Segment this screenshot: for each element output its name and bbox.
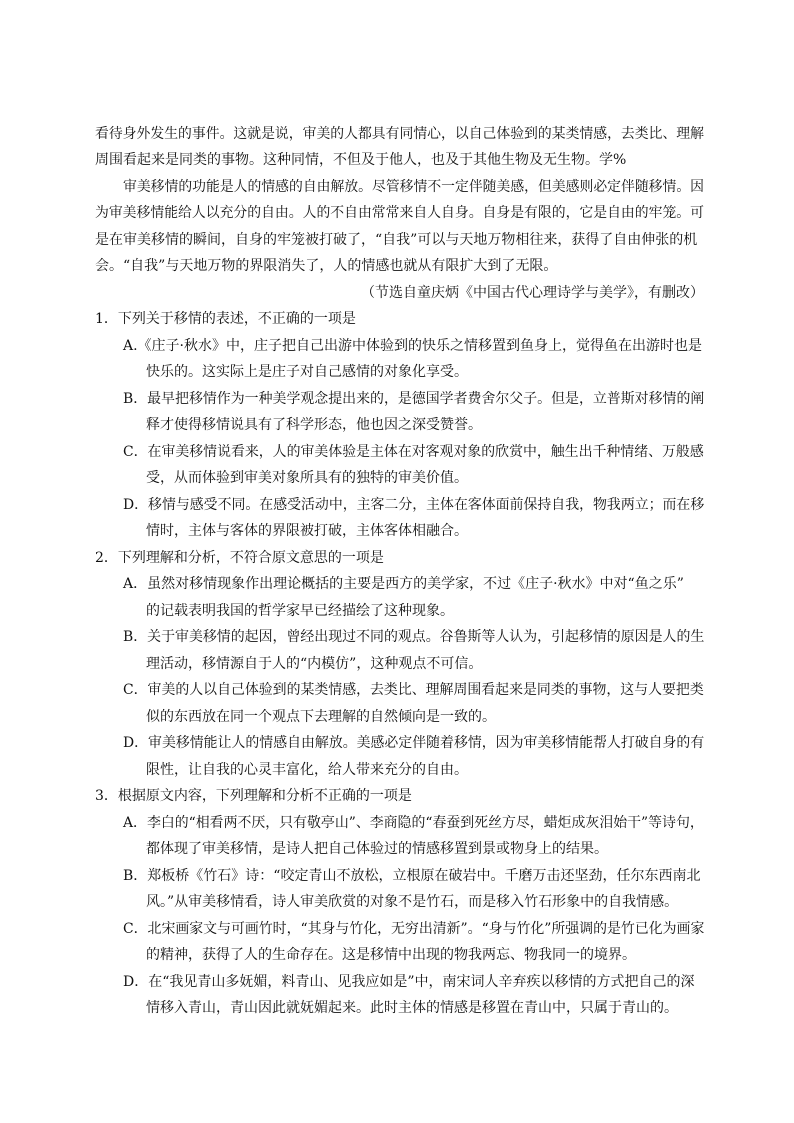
option-line: 的记载表明我国的哲学家早已经描绘了这种现象。 — [146, 603, 454, 619]
option-line: 快乐的。这实际上是庄子对自己感情的对象化享受。 — [146, 364, 468, 380]
option-line: B．郑板桥《竹石》诗：“咬定青山不放松，立根原在破岩中。千磨万击还坚劲，任尔东西南北 — [123, 868, 701, 884]
passage-line: 是在审美移情的瞬间，自身的牢笼被打破了，“自我”可以与天地万物相往来，获得了自由伸张的机 — [95, 232, 698, 248]
option-line: 限性，让自我的心灵丰富化，给人带来充分的自由。 — [146, 762, 468, 778]
question-stem: 3．根据原文内容，下列理解和分析不正确的一项是 — [95, 788, 412, 804]
option-line: 释才使得移情说具有了科学形态，他也因之深受赞誉。 — [146, 417, 482, 433]
passage-line: 为审美移情能给人以充分的自由。人的不自由常常来自人自身。自身是有限的，它是自由的牢笼。可 — [95, 205, 704, 221]
option-line: 情移入青山，青山因此就妩媚起来。此时主体的情感是移置在青山中，只属于青山的。 — [146, 1000, 678, 1016]
option-line: C．北宋画家文与可画竹时，“其身与竹化，无穷出清新”。“身与竹化”所强调的是竹已化为画家 — [123, 921, 705, 937]
option-line: 受，从而体验到审美对象所具有的独特的审美价值。 — [146, 470, 468, 486]
option-line: A.《庄子·秋水》中，庄子把自己出游中体验到的快乐之情移置到鱼身上，觉得鱼在出游时也是 — [123, 338, 703, 354]
option-line: C．审美的人以自己体验到的某类情感，去类比、理解周围看起来是同类的事物，这与人要把类 — [123, 682, 704, 698]
option-line: A．虽然对移情现象作出理论概括的主要是西方的美学家，不过《庄子·秋水》中对“鱼之乐” — [123, 576, 684, 592]
passage-line: 会。“自我”与天地万物的界限消失了，人的情感也就从有限扩大到了无限。 — [95, 258, 558, 274]
question-stem: 2．下列理解和分析，不符合原文意思的一项是 — [95, 550, 384, 566]
option-line: 似的东西放在同一个观点下去理解的自然倾向是一致的。 — [146, 709, 496, 725]
option-line: C．在审美移情说看来，人的审美体验是主体在对客观对象的欣赏中，触生出千种情绪、万般感 — [123, 444, 704, 460]
question-stem: 1．下列关于移情的表述，不正确的一项是 — [95, 311, 356, 327]
option-line: 理活动，移情源自于人的“内模仿”，这种观点不可信。 — [146, 656, 483, 672]
option-line: D．移情与感受不同。在感受活动中，主客二分，主体在客体面前保持自我，物我两立；而在移 — [123, 497, 705, 513]
option-line: 情时，主体与客体的界限被打破，主体客体相融合。 — [146, 523, 468, 539]
option-line: 风。”从审美移情看，诗人审美欣赏的对象不是竹石，而是移入竹石形象中的自我情感。 — [146, 894, 679, 910]
passage-source: （节选自童庆炳《中国古代心理诗学与美学》，有删改） — [361, 285, 704, 301]
option-line: B．关于审美移情的起因，曾经出现过不同的观点。谷鲁斯等人认为，引起移情的原因是人的生 — [123, 629, 705, 645]
option-line: A．李白的“相看两不厌，只有敬亭山”、李商隐的“春蚕到死丝方尽，蜡炬成灰泪始干”等诗句， — [123, 815, 704, 831]
passage-line: 周围看起来是同类的事物。这种同情，不但及于他人，也及于其他生物及无生物。学% — [95, 152, 627, 168]
passage-line: 看待身外发生的事件。这就是说，审美的人都具有同情心，以自己体验到的某类情感，去类比、理解 — [95, 126, 704, 142]
option-line: 的精神，获得了人的生命存在。这是移情中出现的物我两忘、物我同一的境界。 — [146, 947, 636, 963]
option-line: 都体现了审美移情，是诗人把自己体验过的情感移置到景或物身上的结果。 — [146, 841, 608, 857]
option-line: B．最早把移情作为一种美学观念提出来的，是德国学者费舍尔父子。但是，立普斯对移情的阐 — [123, 391, 705, 407]
passage-line: 审美移情的功能是人的情感的自由解放。尽管移情不一定伴随美感，但美感则必定伴随移情。因 — [123, 179, 705, 195]
option-line: D．在“我见青山多妩媚，料青山、见我应如是”中，南宋词人辛弃疾以移情的方式把自己的深 — [123, 974, 695, 990]
option-line: D．审美移情能让人的情感自由解放。美感必定伴随着移情，因为审美移情能帮人打破自身的有 — [123, 735, 705, 751]
